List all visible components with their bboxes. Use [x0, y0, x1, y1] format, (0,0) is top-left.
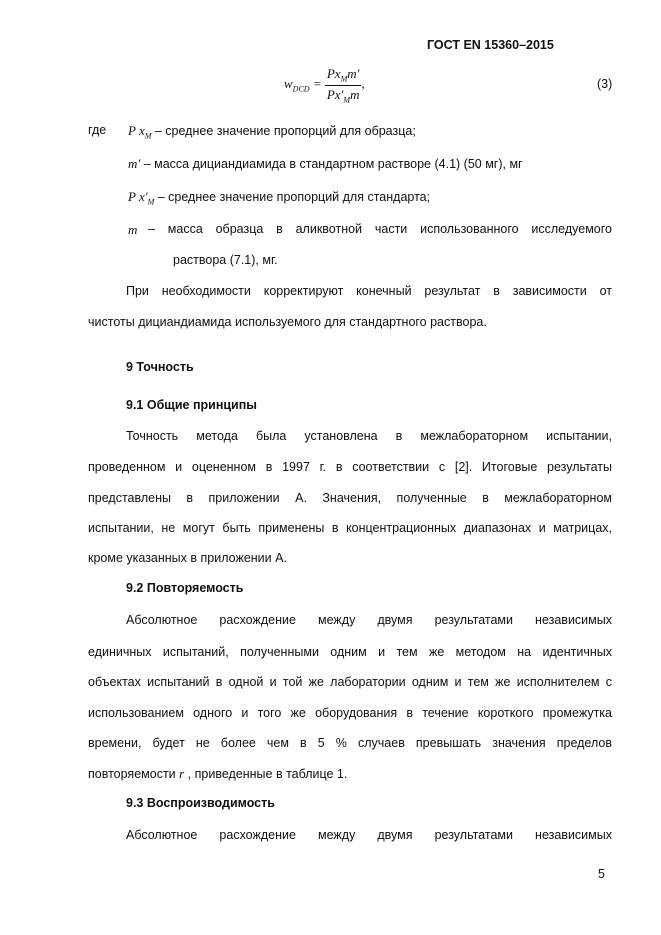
symbol-px-prime-m: P $x'_M$	[128, 189, 155, 207]
where-label: где	[88, 123, 107, 137]
para-correction-line-1: При необходимости корректируют конечный результат в зависимости от	[126, 284, 612, 298]
legend-item-1: P $x_M$ – среднее значение пропорций для образца;	[128, 123, 416, 141]
formula-trailing-comma: ,	[361, 76, 365, 92]
sec92-line-5: времени, будет не более чем в 5 % случаев превышать значения пределов	[88, 736, 612, 750]
legend-item-4-continuation: раствора (7.1), мг.	[173, 253, 278, 267]
legend-item-4-text: – масса образца в аликвотной части использованного исследуемого	[148, 222, 612, 236]
formula-denominator: $Px'_Mm$	[326, 86, 360, 105]
section-9-heading: 9 Точность	[126, 360, 194, 374]
formula-equals: =	[309, 76, 325, 92]
document-code: ГОСТ EN 15360–2015	[427, 38, 554, 52]
sec92-line-6: повторяемости r , приведенные в таблице 1.	[88, 766, 348, 781]
sec92-line-3: объектах испытаний в одной и той же лаборатории одним и тем же исполнителем с	[88, 675, 612, 689]
sec92-line-1: Абсолютное расхождение между двумя результатами независимых	[126, 613, 612, 627]
sec91-line-1: Точность метода была установлена в межлабораторном испытании,	[126, 429, 612, 443]
formula-numerator: $Px_Mm'$	[326, 66, 360, 84]
sec91-line-2: проведенном и оцененном в 1997 г. в соответствии с [2]. Итоговые результаты	[88, 460, 612, 474]
legend-item-2: m′ – масса дициандиамида в стандартном растворе (4.1) (50 мг), мг	[128, 156, 523, 171]
symbol-m: m	[128, 222, 138, 237]
symbol-m-prime: m′	[128, 156, 141, 171]
section-9-1-heading: 9.1 Общие принципы	[126, 398, 257, 412]
page-number: 5	[598, 867, 605, 881]
formula-3	[284, 66, 365, 104]
sec92-line-2: единичных испытаний, полученными одним и тем же методом на идентичных	[88, 645, 612, 659]
formula-lhs: $w_{DCD}$	[284, 76, 310, 94]
legend-item-3: P $x'_M$ – среднее значение пропорций для стандарта;	[128, 189, 431, 207]
symbol-px-m: P $x_M$	[128, 123, 152, 141]
legend-item-4	[128, 222, 137, 238]
sec91-line-4: испытании, не могут быть применены в концентрационных диапазонах и матрицах,	[88, 521, 612, 535]
sec92-line-4: использованием одного и того же оборудования в течение короткого промежутка	[88, 706, 612, 720]
section-9-3-heading: 9.3 Воспроизводимость	[126, 796, 275, 810]
sec91-line-5: кроме указанных в приложении А.	[88, 551, 287, 565]
formula-fraction	[325, 66, 365, 105]
equation-number: (3)	[597, 77, 613, 91]
section-9-2-heading: 9.2 Повторяемость	[126, 581, 244, 595]
symbol-r: r	[179, 766, 185, 781]
sec91-line-3: представлены в приложении А. Значения, полученные в межлабораторном	[88, 491, 612, 505]
sec93-line-1: Абсолютное расхождение между двумя результатами независимых	[126, 828, 612, 842]
para-correction-line-2: чистоты дициандиамида используемого для стандартного раствора.	[88, 315, 487, 329]
